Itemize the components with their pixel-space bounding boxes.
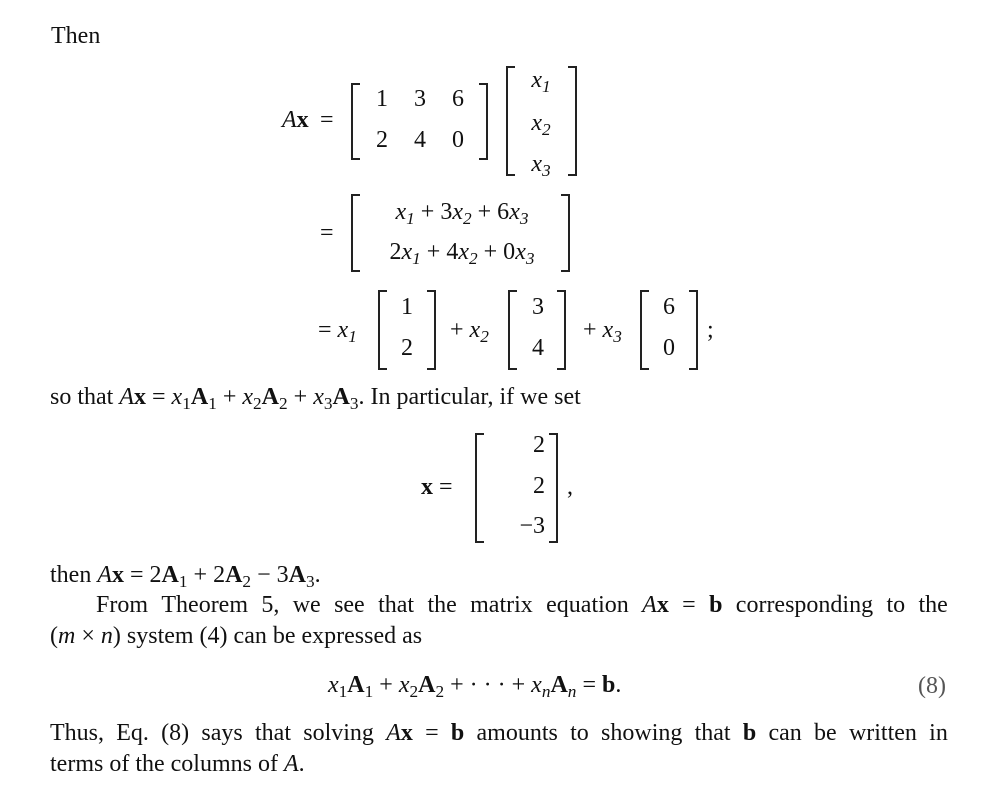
vector-x-right-bracket (568, 66, 577, 176)
so-that-line: so that $Ax = x_1A_1 + x_2A_2 + x_3A_3$. In particular, if we set (50, 384, 581, 413)
eq4-right-bracket (549, 433, 558, 543)
vector-x-entry: $x_1$ (531, 67, 551, 96)
eq4-lhs: x = (421, 474, 453, 500)
eq3-term-2-coeff: + $x_2$ (450, 317, 489, 346)
column-entry: 0 (663, 335, 675, 361)
eq1-equals: = (320, 107, 334, 133)
eq2-right-bracket (561, 194, 570, 272)
eq4-terminator: , (567, 474, 573, 500)
matrix-a-entry: 3 (414, 86, 426, 112)
equation-number: (8) (918, 673, 946, 699)
theorem-paragraph-line-2: (m × n) system (4) can be expressed as (50, 623, 423, 649)
matrix-a-right-bracket (479, 83, 488, 160)
x-vector-entry: 2 (533, 432, 545, 458)
eq1-lhs: Ax (282, 107, 309, 133)
intro-word: Then (51, 23, 101, 49)
equation-8: $x_1A_1 + x_2A_2$ + · · · + $x_nA_n = b$. (328, 672, 622, 701)
x-vector-entry: 2 (533, 473, 545, 499)
column-entry: 6 (663, 294, 675, 320)
x-vector-entry: −3 (519, 513, 545, 539)
column-entry: 4 (532, 335, 544, 361)
column-entry: 1 (401, 294, 413, 320)
vector-x-entry: $x_3$ (531, 151, 551, 180)
matrix-a-entry: 4 (414, 127, 426, 153)
final-paragraph-line-1: Thus, Eq. (8) says that solving Ax = b amounts to showing that b can be written in (50, 720, 948, 746)
col-left-bracket (508, 290, 517, 370)
eq2-row: $x_1 + 3x_2 + 6x_3$ (395, 199, 529, 228)
matrix-a-entry: 0 (452, 127, 464, 153)
final-paragraph-line-2: terms of the columns of A. (50, 751, 305, 777)
final-paragraph (50, 718, 948, 780)
col-left-bracket (640, 290, 649, 370)
eq2-equals: = (320, 220, 334, 246)
matrix-a-entry: 6 (452, 86, 464, 112)
eq3-terminator: ; (707, 317, 714, 343)
then-line: then $Ax = 2A_1 + 2A_2 - 3A_3$. (50, 562, 321, 591)
eq2-row: $2x_1 + 4x_2 + 0x_3$ (389, 239, 535, 268)
column-entry: 2 (401, 335, 413, 361)
eq2-left-bracket (351, 194, 360, 272)
col-right-bracket (557, 290, 566, 370)
theorem-paragraph-line-1: From Theorem 5, we see that the matrix equation Ax = b corresponding to the (96, 592, 948, 618)
theorem-paragraph (50, 590, 948, 652)
column-entry: 3 (532, 294, 544, 320)
col-right-bracket (427, 290, 436, 370)
eq3-term-1-coeff: = $x_1$ (318, 317, 357, 346)
matrix-a-entry: 2 (376, 127, 388, 153)
eq4-left-bracket (475, 433, 484, 543)
vector-x-entry: $x_2$ (531, 110, 551, 139)
col-left-bracket (378, 290, 387, 370)
vector-x-left-bracket (506, 66, 515, 176)
col-right-bracket (689, 290, 698, 370)
matrix-a-left-bracket (351, 83, 360, 160)
matrix-a-entry: 1 (376, 86, 388, 112)
eq3-term-3-coeff: + $x_3$ (583, 317, 622, 346)
